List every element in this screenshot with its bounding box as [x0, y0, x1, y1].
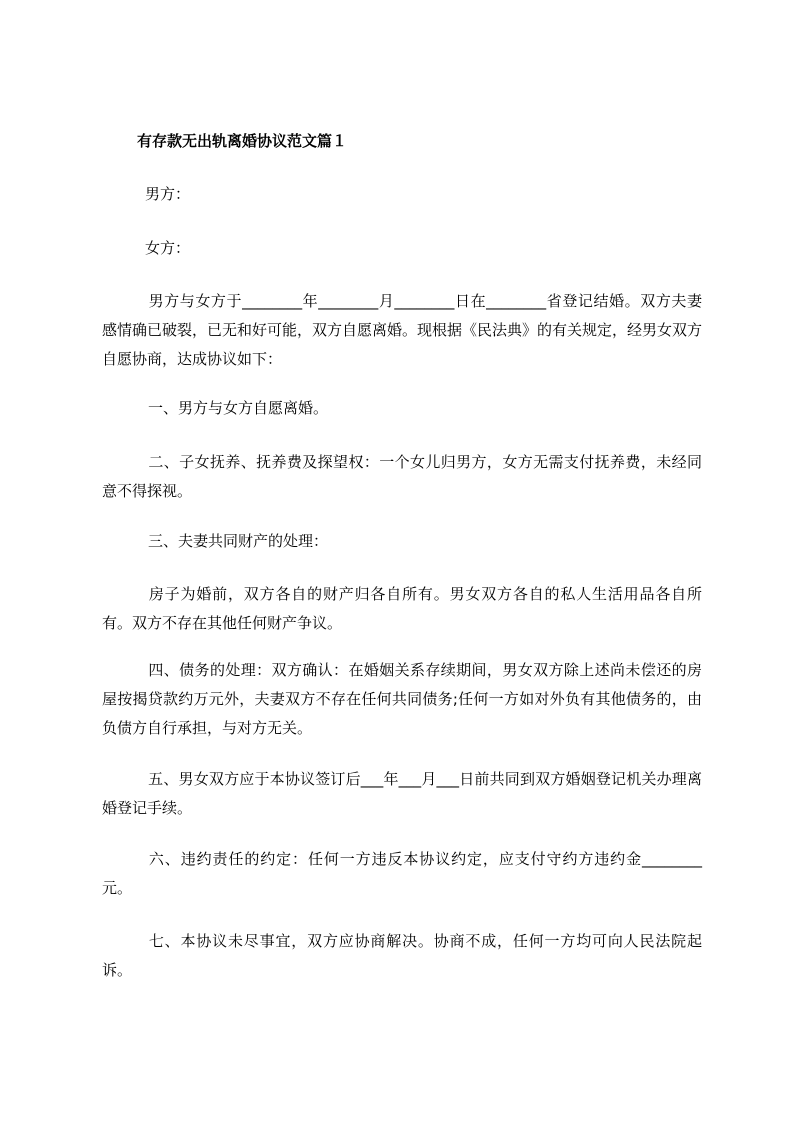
clause-3-body-text: 房子为婚前，双方各自的财产归各自所有。男女双方各自的私人生活用品各自所有。双方不存在其他任何财产争议。 — [102, 585, 702, 632]
clause-3-heading-text: 三、夫妻共同财产的处理： — [148, 532, 329, 550]
intro-paragraph — [102, 287, 702, 374]
clause-3-body — [102, 580, 702, 638]
clause-5-text: 五、男女双方应于本协议签订后___年___月___日前共同到双方婚姻登记机关办理离婚登记手续。 — [102, 770, 702, 817]
clause-4-text: 四、债务的处理：双方确认：在婚姻关系存续期间，男女双方除上述尚未偿还的房屋按揭贷款约万元外，夫妻双方不存在任何共同债务;任何一方如对外负有其他债务的，由负债方自行承担，与对方无关。 — [102, 661, 702, 737]
clause-2-text: 二、子女抚养、抚养费及探望权：一个女儿归男方，女方无需支付抚养费，未经同意不得探视。 — [102, 453, 702, 500]
document-title: 有存款无出轨离婚协议范文篇１ — [137, 132, 348, 150]
clause-5 — [102, 765, 702, 823]
clause-4 — [102, 656, 702, 743]
husband-label: 男方： — [145, 185, 191, 203]
clause-1 — [102, 394, 702, 423]
clause-7-text: 七、本协议未尽事宜，双方应协商解决。协商不成，任何一方均可向人民法院起诉。 — [102, 932, 702, 979]
clause-3-heading — [102, 527, 702, 556]
wife-label: 女方： — [145, 239, 191, 257]
intro-text: 男方与女方于________年________月________日在________省登记结婚。双方夫妻感情确已破裂，已无和好可能，双方自愿离婚。现根据《民法典》的有关规定，经男女双方自愿协商，达成协议如下： — [102, 292, 703, 368]
clause-6-text: 六、违约责任的约定：任何一方违反本协议约定，应支付守约方违约金________元。 — [102, 850, 702, 897]
clause-2 — [102, 448, 702, 506]
clause-7 — [102, 927, 702, 985]
clause-6 — [102, 845, 702, 903]
clause-1-text: 一、男方与女方自愿离婚。 — [148, 399, 329, 417]
